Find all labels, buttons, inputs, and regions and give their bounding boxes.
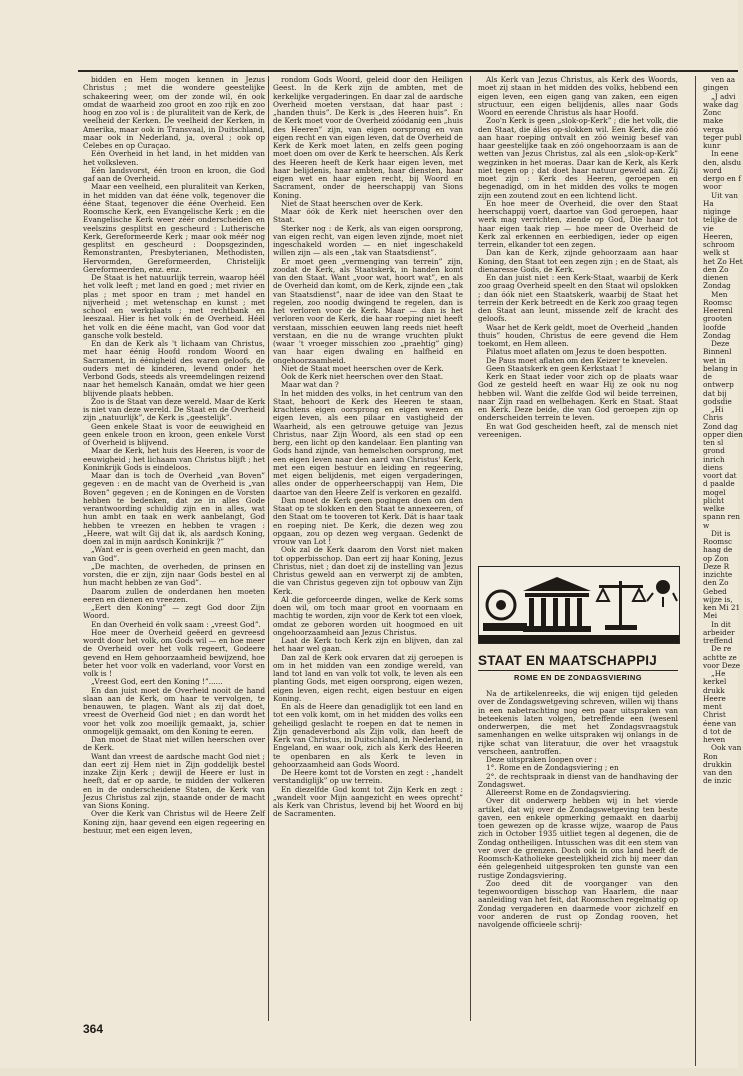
- paragraph: Niet de Staat heerschen over de Kerk.: [281, 198, 423, 208]
- paragraph: Maar wat dan ?: [281, 380, 339, 390]
- paragraph: bidden en Hem mogen kennen in Jezus Christus ; met die wondere geestelijke schakeering weer, om der zonde wil, én ook omdat de waarheid zoo groot en zoo rijk en zoo hoog en zoo vol is : de pluraliteit van de Kerk, de veelheid der Kerken. De veelheid der Kerken, in Amerika, maar ook in Transvaal, in Duitschland, maar ook in Nederland, ja, overal ; ook op Celebes en op Curaçao.: [83, 75, 265, 150]
- paragraph: Maar een veelheid, een pluraliteit van Kerken, in het midden van dat ééne volk, tegenover die ééne Staat, tegenover die ééne Overheid. Een Roomsche Kerk, een Evangelische Kerk ; en die Evangelische Kerk weer zéér onderscheiden en veelszins gesplitst en gescheurd : Lutherische Kerk, Gereformeerde Kerk ; maar ook méér nog gesplitst en gescheurd : Doopsgezinden, Remonstranten, Presbyterianen, Methodisten, Hervormden, Gereformeerden, Christelijk Gereformeerden, enz. enz.: [83, 182, 265, 274]
- page-number: 364: [83, 1022, 104, 1036]
- paragraph: rondom Gods Woord, geleid door den Heiligen Geest. In de Kerk zijn de ambten, met de kerkelijke vergaderingen. En daar zal de aardsche Overheid moeten verstaan, dat haar past : „handen thuis”. De Kerk is „des Heeren huis”. En de Kerk moet voor de Overheid zóódanig een „huis des Heeren” zijn, van eigen oorsprong en van eigen recht en van eigen leven, dat de Overheid de Kerk de Kerk moet laten, en zelfs geen poging moet doen om over de Kerk te heerschen. Als Kerk des Heeren heeft de Kerk haar eigen leven, met haar belijdenis, haar ambten, haar diensten, haar eigen wet en haar eigen recht, bij Woord en Sacrament, onder de heerschappij van Sions Koning.: [273, 75, 463, 200]
- paragraph: De Paus moet aflaten om den Keizer te knevelen.: [486, 355, 668, 365]
- paragraph: Eén Overheid in het land, in het midden van het volksleven.: [83, 149, 265, 167]
- section-title: STAAT EN MAATSCHAPPIJ: [478, 653, 657, 668]
- paragraph: Dan moet de Staat niet willen heerschen over de Kerk.: [83, 735, 265, 753]
- paragraph: De re achtte ze voor Deze: [703, 644, 741, 670]
- paragraph: En hoe meer de Overheid, die over den Staat heerschappij voert, daartoe van God geroepen, haar werk mag verrichten, ziende op God, Die haar tot haar eigen taak riep — hoe meer de Overheid de Kerk zal erkennen en eerbiedigen, ieder op eigen terrein, elkander tot een zegen.: [478, 198, 678, 249]
- paragraph: Als Kerk van Jezus Christus, als Kerk des Woords, moet zij staan in het midden des volks, hebbend een eigen leven, een eigen gang van zaken, een eigen structuur, een eigen belijdenis, alles naar Gods Woord en eerende Christus als haar Hoofd.: [478, 75, 678, 117]
- column-divider: [268, 76, 269, 1021]
- paragraph: Dan kan de Kerk, zijnde gehoorzaam aan haar Koning, den Staat tot een zegen zijn ; en de Staat, als dienaresse Gods, de Kerk.: [478, 248, 678, 274]
- paragraph: „Hi Chris Zond dag opper dien ten sl grond inrich diens voort dat d paalde mogel plicht welke spann ren w: [703, 405, 743, 530]
- paragraph: Dan zal de Kerk ook ervaren dat zij geroepen is om in het midden van een zondige wereld, van land tot land en van volk tot volk, te leven als een planting Gods, met eigen oorsprong, eigen wezen, eigen leven, eigen recht, eigen bestuur en eigen Koning.: [273, 652, 463, 703]
- text-column-3-continued: [478, 690, 678, 1065]
- paragraph: Laat de Kerk toch Kerk zijn en blijven, dan zal het haar wel gaan.: [273, 636, 463, 654]
- paragraph: Uit van Ha niginge telijke de vie Heeren, schroom welk st het Zo Het den Zo dienen Zondag: [703, 190, 743, 291]
- text-column-3: [478, 76, 678, 551]
- paragraph: En dan de Kerk als 't lichaam van Christus, met haar éénig Hoofd rondom Woord en Sacrament, in éénigheid des waren geloofs, de ouders met de kinderen, levend onder het Verbond Gods, steeds als vreemdelingen reizend naar het hemelsch Kanaän, omdat we hier geen blijvende plaats hebben.: [83, 339, 265, 398]
- paragraph: Deze Binnenl wet in belang in de ontwerp dat bij godsdie: [703, 339, 738, 406]
- paragraph: Na de artikelenreeks, die wij enigen tijd geleden over de Zondagswetgeving schreven, willen wij thans in een nabetrachting nog een paar uitspraken van beteekenis laten volgen, betreffende een (wesenl onderwerpen, die met het Zondagsvraagstuk samenhangen en welke uitspraken wij onlangs in de rijke schat van literatuur, die over het vraagstuk verscheen, aantroffen.: [478, 689, 678, 756]
- paragraph: Geen Staatskerk en geen Kerkstaat !: [486, 363, 623, 373]
- paragraph: Al die geforceerde dingen, welke de Kerk soms doen wil, om toch maar groot en voornaam en machtig te worden, zijn voor de Kerk tot een vloek, omdat ze geboren worden uit hoogmoed en uit ongehoorzaamheid aan Jezus Christus.: [273, 594, 463, 637]
- paragraph: Zoo deed dit de voorganger van den tegenwoordigen bisschop van Haarlem, die naar aanleiding van het feit, dat Roomschen regelmatig op Zondag vergaderen en daarmede voor zichzelf en voor anderen de rust op Zondag rooven, het navolgende officieele schrij-: [478, 878, 678, 929]
- paragraph: De Heere komt tot de Vorsten en zegt : „handelt verstandiglijk” op uw terrein.: [273, 768, 463, 786]
- paragraph: En als de Heere dan genadiglijk tot een land en tot een volk komt, om in het midden des volks een geheiligd geslacht te roepen en dat te nemen in Zijn genadeverbond als Zijn volk, dan heeft de Kerk van Christus, in Duitschland, in Nederland, in Engeland, en waar ook, zich als Kerk des Heeren te openbaren en als Kerk te leven in gehoorzaamheid aan Gods Woord.: [273, 702, 463, 769]
- top-rule: [78, 70, 738, 72]
- paragraph: 1°. Rome en de Zondagsviering ; en: [486, 763, 619, 773]
- church-state-woodcut-image: [479, 567, 679, 643]
- paragraph: Zoo'n Kerk is geen „slok-op-Kerk” ; die het volk, die den Staat, die álles op-slokken wil. Een Kerk, die zóó aan haar roeping ontvalt en zóó weinig besef van haar geestelijke taak en zóó ongehoorzaam is aan de wetten van Jezus Christus, zal als een „slok-op-Kerk” wegzinken in het moeras. Daar kan de Kerk, als Kerk niet tegen op ; dat doet haar natuur geweld aan. Zij moet zijn : Kerk des Heeren, geroepen en begenadigd, om in het midden des volks te mogen zijn een zoutend zout en een lichtend licht.: [478, 116, 678, 200]
- paragraph: Waar het de Kerk geldt, moet de Overheid „handen thuis” houden, Christus de eere gevend die Hem toekomt, en Hem alleen.: [478, 322, 678, 348]
- paragraph: En dan juist moet de Overheid nooit de hand slaan aan de Kerk, om haar te vervolgen, te benauwen, te plagen. Want als zij dat doet, vreest de Overheid God niet ; en dan wordt het voor het volk zoo moeilijk gemaakt, ja, schier onmogelijk gemaakt, om den Koning te eeren.: [83, 685, 265, 736]
- article-subtitle: ROME EN DE ZONDAGSVIERING: [514, 673, 642, 682]
- paragraph: Zoo is de Staat van deze wereld. Maar de Kerk is niet van deze wereld. De Staat en de Overheid zijn „natuurlijk”, de Kerk is „geestelijk”.: [83, 396, 265, 423]
- paragraph: Ook van Ron drukkin van den de inzic: [703, 743, 742, 786]
- paragraph: Maar de Kerk, het huis des Heeren, is voor de eeuwigheid ; het lichaam van Christus blijft ; het Koninkrijk Gods is eindeloos.: [83, 446, 265, 472]
- paragraph: „Vreest God, eert den Koning !”......: [91, 677, 223, 687]
- paragraph: Ook zal de Kerk daarom den Vorst niet maken tot opperbisschop. Dan eert zij haar Koning, Jezus Christus, niet ; dan doet zij de instelling van Jezus Christus geweld aan en verwerpt zij de ambten, die van Christus gegeven zijn tot opbouw van Zijn Kerk.: [273, 545, 463, 596]
- text-column-4-cropped: [703, 76, 743, 1076]
- paragraph: „He kerkel drukk Heere ment Christ éene van d tot de heven: [703, 669, 737, 744]
- paragraph: Geen enkele Staat is voor de eeuwigheid en geen enkele troon en kroon, geen enkele Vorst of Overheid is blijvend.: [83, 421, 265, 447]
- paragraph: 2°. de rechtspraak in dienst van de handhaving der Zondagswet.: [478, 771, 678, 789]
- paragraph: Men Roomsc Heerenl grooten loofde Zondag: [703, 289, 733, 340]
- paragraph: Over die Kerk van Christus wil de Heere Zelf Koning zijn, haar gevend een eigen regeering en bestuur, met een eigen leven,: [83, 809, 265, 835]
- paragraph: Over dit onderwerp hebben wij in het vierde artikel, dat wij over de Zondagswetgeving ten beste gaven, een enkele opmerking gemaakt en daarbij toen gewezen op de krasse wijze, waarop de Paus zich in October 1935 uitliet tegen al degenen, die de Zondag ontheiligen. Intusschen was dit een stem van ver over de grenzen. Doch ook in ons land heeft de Roomsch-Katholieke geestelijkheid zich bij meer dan één gelegenheid uitgesproken ten gunste van een rustige Zondagsviering.: [478, 796, 678, 880]
- paragraph: En wat God gescheiden heeft, zal de mensch niet vereenigen.: [478, 421, 678, 439]
- paragraph: Pilatus moet aflaten om Jezus te doen bespotten.: [486, 347, 667, 357]
- paragraph: Maar dan is toch de Overheid „van Boven” gegeven : en de macht van de Overheid is „van Boven” gegeven ; en de Koningen en de Vorsten hebben te bedenken, dat ze in alles Gode verantwoording schuldig zijn en in alles, wat hun ambt en taak en werk aanbelangt, God hebben te vreezen en hebben te vragen : „Heere, wat wilt Gij dat ik, als aardsch Koning, doen zal in mijn aardsch Koninkrijk ?”: [83, 471, 265, 546]
- paragraph: Dan moet de Kerk geen pogingen doen om den Staat op te slokken en den Staat te annexeeren, of den Staat om te tooveren tot Kerk. Dát is haar taak en roeping niet. De Kerk, die dezen weg zou opgaan, zou op dezen weg vergaan. Gedenkt de vrouw van Lot !: [273, 495, 463, 546]
- paragraph: En dan juist niet : een Kerk-Staat, waarbij de Kerk zoo graag Overheid speelt en den Staat wil opslokken ; dan óók niet een Staatskerk, waarbij de Staat het terrein der Kerk betreedt en de Kerk zoo graag tegen den Staat aan leunt, missende zelf de kracht des geloofs.: [478, 273, 678, 324]
- paragraph: „Want er is geen overheid en geen macht, dan van God”.: [83, 545, 265, 563]
- paragraph: En dan Overheid én volk saam : „vreest God”.: [91, 619, 261, 629]
- paragraph: „J advi wake dag Zonc make verga teger publ kunr: [703, 91, 742, 150]
- paragraph: Allereerst Rome en de Zondagsviering.: [486, 788, 631, 797]
- paragraph: „De machten, de overheden, de prinsen en vorsten, die er zijn, zijn naar Gods bestel en al hun macht hebben ze van God”.: [83, 561, 265, 588]
- text-column-1: [83, 76, 265, 1006]
- paragraph: Want dan vreest de aardsche macht God niet ; dan eert zij Hem niet in Zijn goddelijk bestel inzake Zijn Kerk ; dewijl de Heere er lust in heeft, dat er op aarde, te midden der volkeren en in de onderscheidene Staten, de Kerk van Jezus Christus zal zijn, staande onder de macht van Sions Koning.: [83, 751, 265, 810]
- paragraph: In dit arbeider treffend: [703, 619, 735, 645]
- paragraph: Niet de Staat moet heerschen over de Kerk.: [281, 363, 444, 373]
- title-rule: [478, 670, 678, 671]
- paragraph: In het midden des volks, in het centrum van den Staat, behoort de Kerk des Heeren te staan, krachtens eigen oorsprong en eigen wezen en eigen leven, als een pilaar en vastigheid der Waarheid, als een getrouwe getuige van Jezus Christus, naar Zijn Woord, als een stad op een berg, een licht op den kandelaar. Een planting van Gods hand zijnde, van hemelschen oorsprong, met een eigen leven naar den aard van Christus' Kerk, met een eigen bestuur en leiding en regeering, met eigen belijdenis, met eigen vergaderingen, alles onder de opperheerschappij van Hem, Die daartoe van den Heere Zelf is verkoren en gezalfd.: [273, 388, 463, 497]
- text-column-2: [273, 76, 463, 1021]
- column-divider: [470, 76, 471, 1021]
- paragraph: Maar óók de Kerk niet heerschen over den Staat.: [273, 207, 463, 225]
- paragraph: Kerk en Staat ieder voor zich op de plaats waar God ze gesteld heeft en waar Hij ze ook nu nog hebben wil. Want die zelfde God wil beide terreinen, naar Zijn raad en welbehagen. Kerk en Staat. Staat en Kerk. Deze beide, die van God geroepen zijn op onderscheiden terrein te leven.: [478, 372, 678, 423]
- paragraph: In eene den, alsdu word dergo en f woor: [703, 149, 742, 192]
- paragraph: En diezelfde God komt tot Zijn Kerk en zegt : „wandelt voor Mijn aangezicht en wees oprecht” als Kerk van Christus, levend bij het Woord en bij de Sacramenten.: [273, 784, 463, 819]
- column-divider: [695, 76, 696, 1066]
- paragraph: Hoe meer de Overheid geëerd en gevreesd wordt door het volk, om Gods wil — en hoe meer de Overheid over het volk regeert, Godeere gevend en Hem gehoorzaamheid bewijzend, hoe beter het voor volk en vaderland, voor Vorst en volk is !: [83, 627, 265, 678]
- paragraph: Sterker nog : de Kerk, als van eigen oorsprong, van eigen recht, van eigen leven zijnde, moet niet ingeschakeld worden — en niet ingeschakeld willen zijn — als een „tak van Staatsdienst”.: [273, 223, 463, 258]
- paragraph: Dit is Roomsc haag de op Zon Deze R inzichte den Zo Gebed wijze is, ken Mi 21 Mei: [703, 528, 741, 621]
- paragraph: De Staat is het natuurlijk terrein, waarop héél het volk leeft ; met land en goed ; met rivier en plas ; met spoor en tram ; met handel en nijverheid ; met wetenschap en kunst ; met school en werkplaats ; met rechtbank en leeszaal. Hier is het volk én de Overheid. Héél het volk en die ééne macht, van God voor dat gansche volk besteld.: [83, 273, 265, 340]
- paragraph: ven aa gingen: [703, 75, 736, 93]
- paragraph: Eén landsvorst, één troon en kroon, die God gaf aan de Overheid.: [83, 165, 265, 183]
- paragraph: „Eert den Koning” — zegt God door Zijn Woord.: [83, 603, 265, 621]
- paragraph: Er moet geen „vermenging van terrein” zijn, zoodat de Kerk, als Staatskerk, in handen komt van den Staat. Want „voor wat, hoort wat”, en als de Overheid dan komt, om de Kerk, zijnde een „tak van Staatsdienst”, naar de idee van den Staat te regelen, zoo noodig dwingend te regelen, dan is het verloren voor de Kerk. Maar — dan is het verloren voor de Kerk, die haar roeping niet heeft verstaan, misschien eeuwen lang reeds niet heeft verstaan, en die nu de wrange vruchten plukt (waar 't vroeger misschien zoo „praehtig” ging) van haar eigen dwaling en halfheid en ongehoorzaamheid.: [273, 256, 463, 365]
- paragraph: Ook de Kerk niet heerschen over den Staat.: [281, 372, 444, 381]
- paragraph: Deze uitspraken loopen over :: [486, 755, 597, 764]
- paragraph: Daarom zullen de onderdanen hen moeten eeren en dienen en vreezen.: [83, 586, 265, 604]
- section-header-illustration: [478, 566, 680, 644]
